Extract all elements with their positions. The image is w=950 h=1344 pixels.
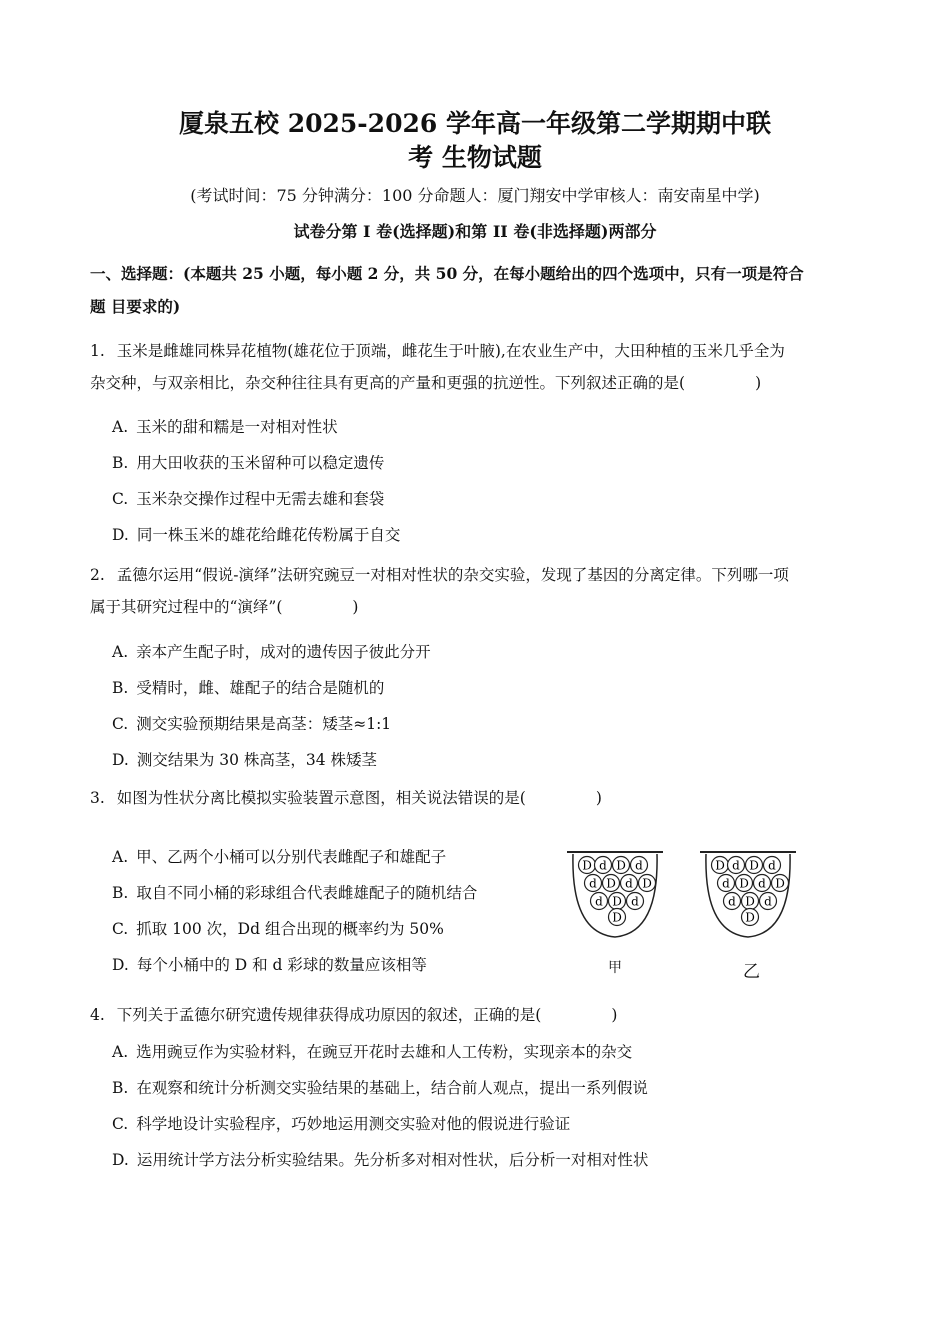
- bucket-yi: [700, 852, 796, 937]
- option-2c[interactable]: [112, 712, 391, 734]
- option-label: D.: [112, 1151, 129, 1169]
- section-heading: [90, 257, 870, 323]
- option-4d[interactable]: [112, 1148, 648, 1170]
- option-1a[interactable]: [112, 415, 338, 437]
- option-label: D.: [112, 526, 129, 544]
- exam-title-line2: 考 生物试题: [408, 143, 542, 172]
- question-1: [90, 335, 870, 399]
- option-4c[interactable]: [112, 1112, 570, 1134]
- question-3: [90, 782, 870, 814]
- option-text: 在观察和统计分析测交实验结果的基础上，结合前人观点，提出一系列假说: [136, 1079, 648, 1097]
- option-label: A.: [112, 418, 129, 436]
- question-paren-close: ): [611, 1006, 618, 1024]
- option-label: D.: [112, 956, 129, 974]
- question-number: 2.: [90, 566, 105, 584]
- option-4b[interactable]: [112, 1076, 648, 1098]
- option-text: 运用统计学方法分析实验结果。先分析多对相对性状，后分析一对相对性状: [136, 1151, 649, 1169]
- ball-letter: D: [745, 910, 755, 925]
- option-text: 每个小桶中的 D 和 d 彩球的数量应该相等: [136, 956, 427, 974]
- ball-letter: D: [612, 910, 622, 925]
- question-paren-close: ): [352, 598, 359, 616]
- option-2b[interactable]: [112, 676, 384, 698]
- option-1c[interactable]: [112, 487, 384, 509]
- question-4: [90, 999, 870, 1031]
- question-text-line1: 如图为性状分离比模拟实验装置示意图，相关说法错误的是(: [116, 789, 526, 807]
- ball-letter: d: [625, 876, 633, 891]
- ball-letter: d: [722, 876, 730, 891]
- option-text: 甲、乙两个小桶可以分别代表雌配子和雄配子: [136, 848, 447, 866]
- option-text: 亲本产生配子时，成对的遗传因子彼此分开: [136, 643, 431, 661]
- bucket-jia: [567, 852, 663, 937]
- exam-title-line1: 厦泉五校 2025-2026 学年高一年级第二学期期中联: [179, 109, 771, 138]
- ball-letter: D: [582, 858, 592, 873]
- ball-letter: d: [732, 858, 740, 873]
- option-label: A.: [112, 643, 129, 661]
- ball-letter: D: [606, 876, 616, 891]
- option-label: C.: [112, 490, 129, 508]
- ball-letter: D: [616, 858, 626, 873]
- option-label: B.: [112, 454, 129, 472]
- bucket-figure: [560, 845, 820, 985]
- paper-note: 试卷分第 I 卷(选择题)和第 II 卷(非选择题)两部分: [293, 222, 657, 241]
- question-2: [90, 559, 870, 623]
- section-heading-line1: 一、选择题：(本题共 25 小题，每小题 2 分，共 50 分，在每小题给出的四个选项中，只有一项是符合: [90, 264, 804, 283]
- option-label: A.: [112, 1043, 129, 1061]
- option-4a[interactable]: [112, 1040, 632, 1062]
- ball-letter: d: [728, 894, 736, 909]
- question-text-line2: 杂交种，与双亲相比，杂交种往往具有更高的产量和更强的抗逆性。下列叙述正确的是(: [90, 374, 686, 392]
- question-text-line1: 玉米是雌雄同株异花植物(雄花位于顶端，雌花生于叶腋),在农业生产中，大田种植的玉米几乎全为: [116, 342, 785, 360]
- option-text: 科学地设计实验程序，巧妙地运用测交实验对他的假说进行验证: [136, 1115, 571, 1133]
- option-label: B.: [112, 679, 129, 697]
- exam-info: (考试时间：75 分钟满分：100 分命题人：厦门翔安中学审核人：南安南星中学): [190, 186, 760, 205]
- question-paren-close: ): [755, 374, 762, 392]
- ball-letter: D: [745, 894, 755, 909]
- bucket-label-jia: 甲: [608, 960, 622, 976]
- option-label: D.: [112, 751, 129, 769]
- bucket-label-yi: 乙: [743, 962, 760, 982]
- bucket-diagram: [560, 845, 820, 985]
- option-2a[interactable]: [112, 640, 431, 662]
- ball-letter: d: [758, 876, 766, 891]
- option-text: 取自不同小桶的彩球组合代表雌雄配子的随机结合: [136, 884, 478, 902]
- option-text: 选用豌豆作为实验材料，在豌豆开花时去雄和人工传粉，实现亲本的杂交: [136, 1043, 633, 1061]
- option-text: 测交实验预期结果是高茎：矮茎≈1:1: [136, 715, 392, 733]
- ball-letter: D: [749, 858, 759, 873]
- option-1b[interactable]: [112, 451, 384, 473]
- option-3a[interactable]: [112, 845, 446, 867]
- option-label: C.: [112, 920, 129, 938]
- ball-letter: d: [599, 858, 607, 873]
- option-label: C.: [112, 715, 129, 733]
- option-3b[interactable]: [112, 881, 477, 903]
- option-3d[interactable]: [112, 953, 427, 975]
- option-text: 用大田收获的玉米留种可以稳定遗传: [136, 454, 385, 472]
- ball-letter: D: [739, 876, 749, 891]
- option-1d[interactable]: [112, 523, 400, 545]
- ball-letter: d: [768, 858, 776, 873]
- ball-letter: D: [642, 876, 652, 891]
- question-number: 4.: [90, 1006, 105, 1024]
- question-number: 3.: [90, 789, 105, 807]
- ball-letter: D: [715, 858, 725, 873]
- ball-letter: d: [589, 876, 597, 891]
- section-heading-line2: 题 目要求的): [90, 297, 181, 316]
- option-text: 测交结果为 30 株高茎，34 株矮茎: [136, 751, 378, 769]
- question-text-line2: 属于其研究过程中的“演绎”(: [90, 598, 283, 616]
- option-label: B.: [112, 1079, 129, 1097]
- ball-letter: d: [635, 858, 643, 873]
- question-paren-close: ): [595, 789, 602, 807]
- option-text: 玉米杂交操作过程中无需去雄和套袋: [136, 490, 385, 508]
- question-number: 1.: [90, 342, 105, 360]
- question-text-line1: 下列关于孟德尔研究遗传规律获得成功原因的叙述，正确的是(: [116, 1006, 542, 1024]
- option-text: 受精时，雌、雄配子的结合是随机的: [136, 679, 385, 697]
- option-2d[interactable]: [112, 748, 377, 770]
- option-text: 同一株玉米的雄花给雌花传粉属于自交: [136, 526, 401, 544]
- question-text-line1: 孟德尔运用“假说-演绎”法研究豌豆一对相对性状的杂交实验，发现了基因的分离定律。下列哪一项: [116, 566, 789, 584]
- option-label: C.: [112, 1115, 129, 1133]
- option-label: B.: [112, 884, 129, 902]
- ball-letter: D: [775, 876, 785, 891]
- ball-letter: d: [764, 894, 772, 909]
- option-label: A.: [112, 848, 129, 866]
- option-text: 抓取 100 次，Dd 组合出现的概率约为 50%: [136, 920, 444, 938]
- option-text: 玉米的甜和糯是一对相对性状: [136, 418, 338, 436]
- option-3c[interactable]: [112, 917, 444, 939]
- ball-letter: D: [612, 894, 622, 909]
- ball-letter: d: [595, 894, 603, 909]
- ball-letter: d: [631, 894, 639, 909]
